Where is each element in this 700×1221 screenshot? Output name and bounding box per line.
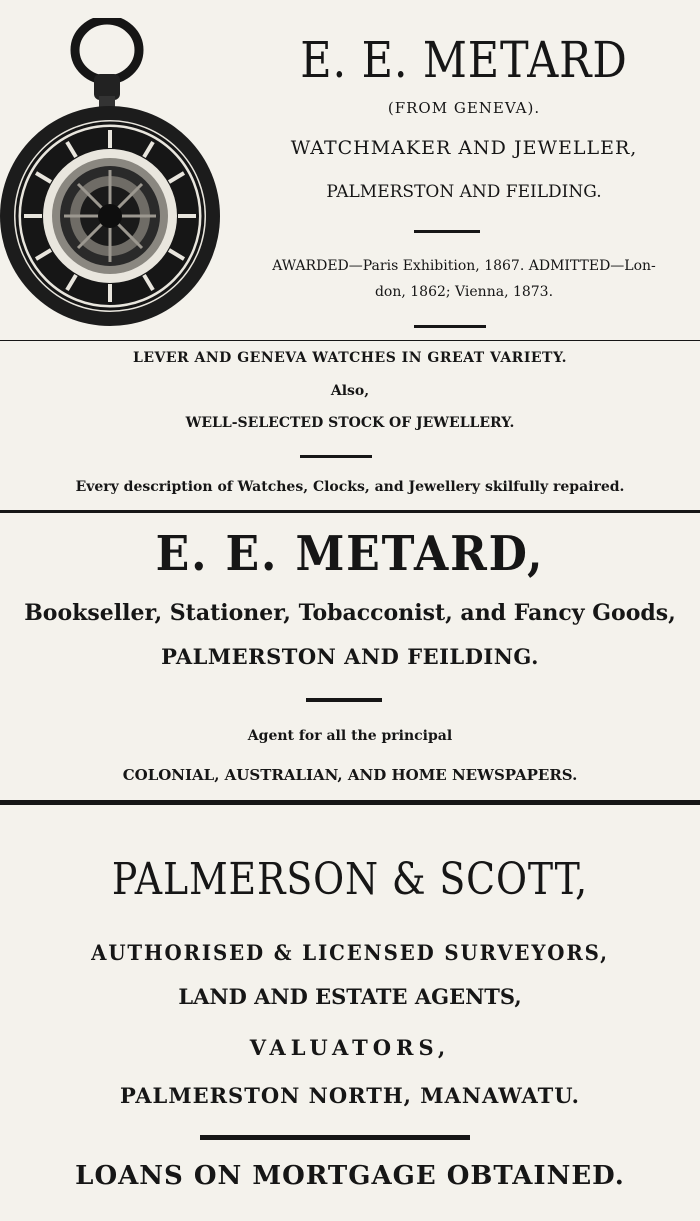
- ad1-awards-line2: don, 1862; Vienna, 1873.: [374, 284, 554, 300]
- pocket-watch-icon: [0, 18, 224, 328]
- ad1-short-rule: [414, 230, 480, 233]
- ad3-surveyors: AUTHORISED & LICENSED SURVEYORS,: [91, 940, 609, 965]
- ad3-loans: LOANS ON MORTGAGE OBTAINED.: [75, 1161, 625, 1191]
- section-divider-2: [0, 800, 700, 805]
- ad1-divider: [0, 340, 700, 341]
- ad2-trade: Bookseller, Stationer, Tobacconist, and Fancy Goods,: [24, 600, 676, 626]
- ad3-valuators: VALUATORS,: [249, 1035, 451, 1060]
- ad1-name: E. E. METARD: [300, 31, 628, 89]
- ad2-newspapers: COLONIAL, AUSTRALIAN, AND HOME NEWSPAPERS.: [122, 766, 578, 784]
- ad1-short-rule-2: [414, 325, 486, 328]
- ad3-address: PALMERSTON NORTH, MANAWATU.: [120, 1083, 580, 1108]
- ad1-trade: WATCHMAKER AND JEWELLER,: [290, 137, 638, 159]
- ad1-watches-line: LEVER AND GENEVA WATCHES IN GREAT VARIETY.: [132, 350, 568, 366]
- ad1-location: PALMERSTON AND FEILDING.: [326, 182, 602, 202]
- ad1-also: Also,: [330, 383, 370, 399]
- ad2-agent: Agent for all the principal: [247, 728, 453, 744]
- ad3-rule: [200, 1135, 470, 1140]
- ad1-awards-line1: AWARDED—Paris Exhibition, 1867. ADMITTED—Lon-: [272, 258, 656, 274]
- section-divider-1: [0, 510, 700, 513]
- ad1-origin: (FROM GENEVA).: [387, 99, 541, 117]
- ad1-repairs: Every description of Watches, Clocks, and Jewellery skilfully repaired.: [75, 479, 625, 495]
- ad3-land-agents: LAND AND ESTATE AGENTS,: [178, 984, 522, 1009]
- ad2-location: PALMERSTON AND FEILDING.: [161, 644, 539, 669]
- ad2-name: E. E. METARD,: [155, 526, 545, 582]
- ad1-short-rule-3: [300, 455, 372, 458]
- ad2-short-rule: [306, 698, 382, 702]
- ad1-jewellery-line: WELL-SELECTED STOCK OF JEWELLERY.: [185, 415, 515, 431]
- ad3-name: PALMERSON & SCOTT,: [111, 854, 589, 905]
